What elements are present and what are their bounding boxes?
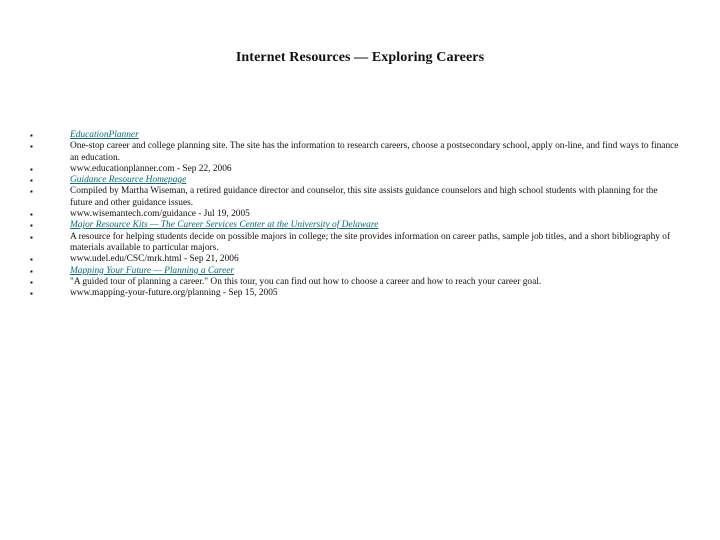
educationplanner-link[interactable]: EducationPlanner xyxy=(70,130,139,140)
list-item xyxy=(30,232,680,255)
resource-description: One-stop career and college planning site. The site has the information to research careers, choose a postsecondary school, apply on-line, and find ways to finance an education. xyxy=(70,141,679,163)
resource-description: A resource for helping students decide on possible majors in college; the site provides information on career paths, sample job titles, and a short bibliography of materials available to particular majors. xyxy=(70,231,671,253)
resource-url: www.mapping-your-future.org/planning - Sep 15, 2005 xyxy=(70,288,278,299)
list-item xyxy=(30,288,680,299)
list-item xyxy=(30,186,680,209)
list-item xyxy=(30,220,680,231)
list-item xyxy=(30,164,680,175)
list-item xyxy=(30,175,680,186)
major-resource-kits-link[interactable]: Major Resource Kits — The Career Services Center at the University of Delaware xyxy=(70,220,379,231)
list-item xyxy=(30,209,680,220)
guidance-resource-link[interactable]: Guidance Resource Homepage xyxy=(70,175,187,186)
resource-list xyxy=(30,130,680,299)
bullet-icon xyxy=(30,186,40,197)
bullet-icon xyxy=(30,232,40,243)
bullet-icon xyxy=(30,220,40,231)
list-item xyxy=(30,130,680,141)
bullet-icon xyxy=(30,209,40,220)
bullet-icon xyxy=(30,288,40,299)
list-item xyxy=(30,277,680,288)
resource-description: "A guided tour of planning a career." On this tour, you can find out how to choose a career and how to reach your career goal. xyxy=(70,276,542,287)
list-item xyxy=(30,141,680,164)
resource-url: www.wisemantech.com/guidance - Jul 19, 2005 xyxy=(70,209,250,220)
bullet-icon xyxy=(30,254,40,265)
list-item xyxy=(30,266,680,277)
bullet-icon xyxy=(30,175,40,186)
bullet-icon xyxy=(30,266,40,277)
resource-url: www.educationplanner.com - Sep 22, 2006 xyxy=(70,163,232,174)
resource-url: www.udel.edu/CSC/mrk.html - Sep 21, 2006 xyxy=(70,254,239,265)
page-title: Internet Resources — Exploring Careers xyxy=(235,50,485,65)
resource-description: Compiled by Martha Wiseman, a retired guidance director and counselor, this site assists guidance counselors and high school students with planning for the future and other guidance issues. xyxy=(70,186,658,208)
list-item xyxy=(30,254,680,265)
bullet-icon xyxy=(30,277,40,288)
bullet-icon xyxy=(30,164,40,175)
bullet-icon xyxy=(30,130,40,141)
bullet-icon xyxy=(30,141,40,152)
mapping-your-future-link[interactable]: Mapping Your Future — Planning a Career xyxy=(70,265,235,276)
